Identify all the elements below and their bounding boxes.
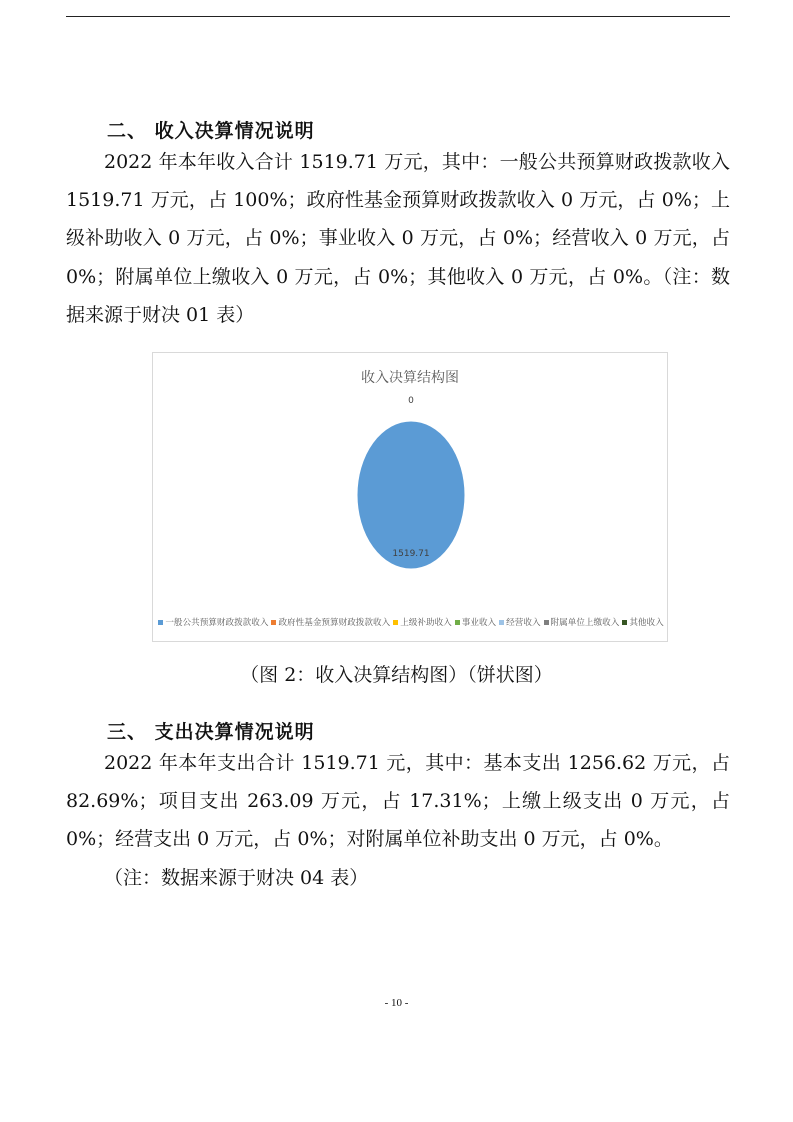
expenditure-summary-paragraph: 2022 年本年支出合计 1519.71 元，其中：基本支出 1256.62 万元，占 82.69%；项目支出 263.09 万元，占 17.31%；上缴上级支出 0 万元，占 0%；经营支出 0 万元，占 0%；对附属单位补助支出 0 万元，占 0%。: [66, 752, 730, 851]
legend-item: [455, 616, 496, 628]
page-number: - 10 -: [384, 997, 409, 1009]
legend-label: 政府性基金预算财政拨款收入: [278, 618, 391, 628]
legend-item: [158, 616, 268, 628]
chart-title: 收入决算结构图: [361, 370, 459, 386]
pie-chart-svg: [153, 353, 667, 641]
legend-swatch: [271, 620, 276, 625]
legend-item: [544, 616, 620, 628]
legend-swatch: [393, 620, 398, 625]
chart-legend: [159, 616, 663, 628]
section-heading-income: 二、 收入决算情况说明: [107, 120, 315, 142]
expenditure-source-note: （注：数据来源于财决 04 表）: [104, 867, 369, 889]
header-rule: [66, 16, 730, 17]
legend-label: 经营收入: [506, 618, 541, 628]
income-summary-paragraph: 2022 年本年收入合计 1519.71 万元，其中：一般公共预算财政拨款收入 1519.71 万元，占 100%；政府性基金预算财政拨款收入 0 万元，占 0%；上级补助收入 0 万元，占 0%；事业收入 0 万元，占 0%；经营收入 0 万元，占 0%；附属单位上缴收入 0 万元，占 0%；其他收入 0 万元，占 0%。（注：数据来源于财决 01 表）: [66, 151, 730, 326]
legend-label: 其他收入: [629, 618, 664, 628]
legend-swatch: [544, 620, 549, 625]
pie-slice: [357, 421, 465, 569]
data-label-main: 1519.71: [392, 549, 430, 559]
legend-label: 一般公共预算财政拨款收入: [165, 618, 269, 628]
legend-swatch: [158, 620, 163, 625]
legend-item: [499, 616, 540, 628]
legend-label: 事业收入: [461, 618, 497, 628]
legend-item: [393, 616, 452, 628]
legend-item: [271, 616, 390, 628]
figure-caption: （图 2：收入决算结构图）（饼状图）: [240, 664, 553, 686]
pie-slices: [357, 421, 465, 569]
section-heading-expenditure: 三、 支出决算情况说明: [107, 721, 315, 743]
legend-label: 上级补助收入: [400, 618, 452, 628]
legend-item: [622, 616, 663, 628]
legend-swatch: [499, 620, 504, 625]
legend-label: 附属单位上缴收入: [550, 618, 620, 628]
legend-swatch: [622, 620, 627, 625]
income-pie-chart: [152, 352, 668, 642]
data-label-zero: 0: [408, 396, 414, 406]
legend-swatch: [455, 620, 460, 625]
